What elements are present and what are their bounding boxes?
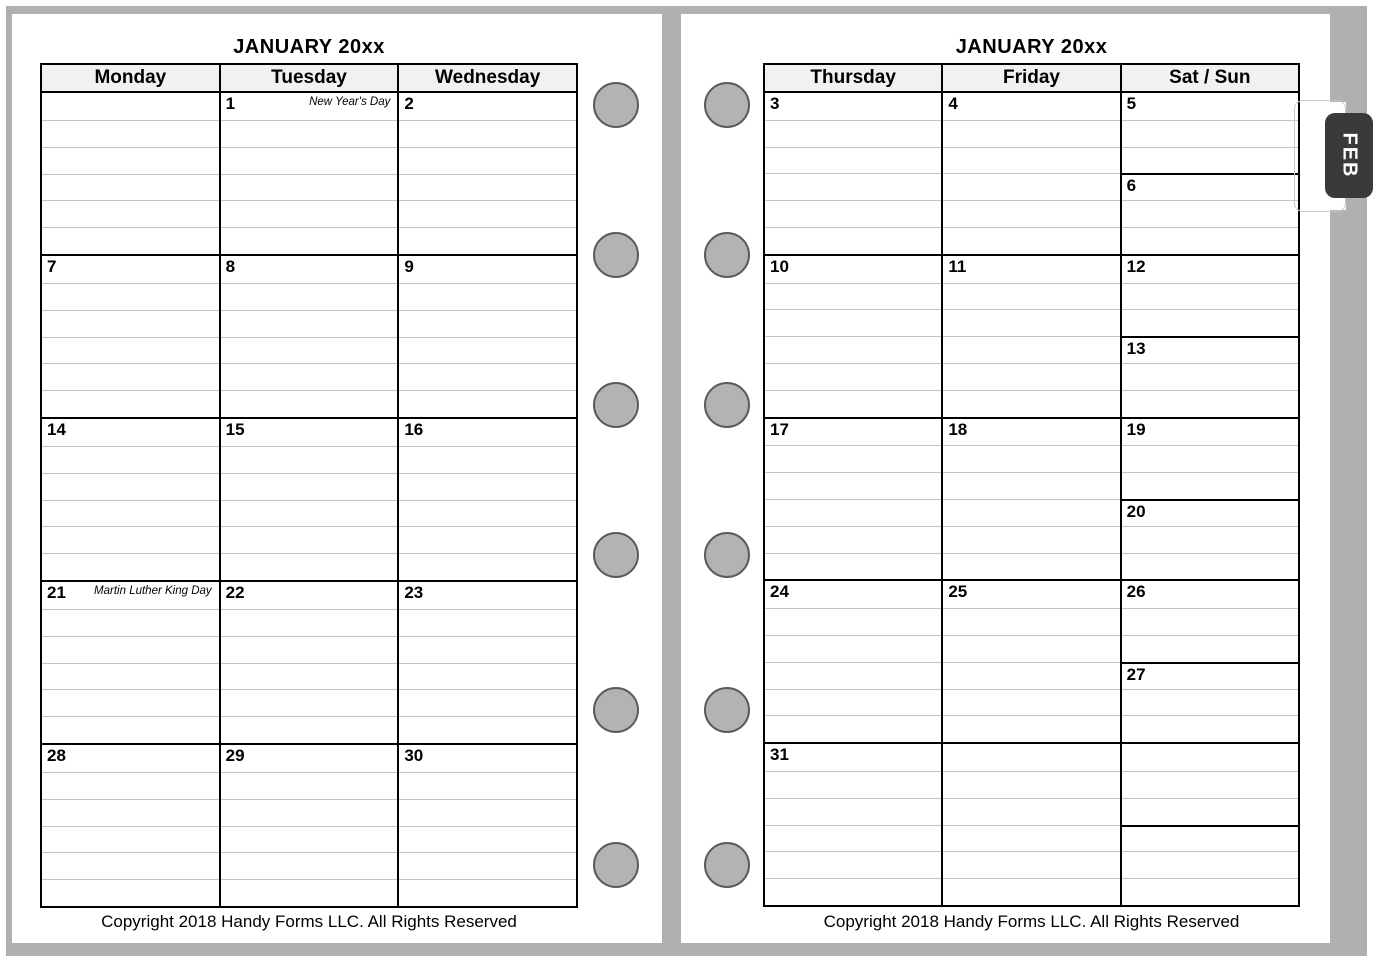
- day-cell: [765, 744, 943, 905]
- day-cell: [765, 93, 943, 254]
- ruled-line: [42, 772, 219, 773]
- date-number: 18: [948, 419, 968, 439]
- day-cell: [221, 419, 400, 580]
- ruled-line: [42, 826, 219, 827]
- ruled-line: [943, 662, 1119, 663]
- ruled-line: [1122, 608, 1298, 609]
- date-number: 30: [404, 746, 424, 765]
- date-number: 17: [770, 419, 789, 439]
- date-number: 22: [225, 583, 245, 602]
- ruled-line: [1122, 689, 1298, 690]
- week-row: [765, 256, 1298, 419]
- ruled-line: [1122, 771, 1298, 772]
- ruled-line: [765, 771, 941, 772]
- ruled-line: [399, 390, 576, 391]
- day-cell: [943, 744, 1121, 905]
- ruled-line: [1122, 445, 1298, 446]
- ruled-line: [765, 390, 941, 391]
- day-cell: [943, 581, 1121, 742]
- date-number: 31: [770, 745, 789, 765]
- date-number: 25: [948, 582, 968, 602]
- ruled-line: [42, 879, 219, 880]
- ruled-line: [943, 499, 1119, 500]
- ruled-line: [42, 363, 219, 364]
- ruled-line: [42, 446, 219, 447]
- ruled-line: [1122, 283, 1298, 284]
- ruled-line: [765, 173, 941, 174]
- week-row: [42, 93, 576, 256]
- ruled-line: [399, 636, 576, 637]
- holiday-label: Martin Luther King Day: [94, 585, 212, 597]
- date-number-second: 6: [1126, 176, 1137, 196]
- ruled-line: [943, 715, 1119, 716]
- ruled-line: [221, 147, 398, 148]
- ruled-line: [399, 337, 576, 338]
- ruled-line: [399, 120, 576, 121]
- ruled-line: [42, 120, 219, 121]
- ruled-line: [765, 715, 941, 716]
- ruled-line: [221, 663, 398, 664]
- ruled-line: [943, 120, 1119, 121]
- ruled-line: [765, 227, 941, 228]
- ruled-line: [765, 635, 941, 636]
- binder-hole: [704, 687, 750, 733]
- ruled-line: [943, 445, 1119, 446]
- ruled-line: [42, 283, 219, 284]
- ruled-line: [1122, 526, 1298, 527]
- ruled-line: [221, 473, 398, 474]
- date-number: 9: [404, 257, 414, 276]
- ruled-line: [1122, 309, 1298, 310]
- weeks-left: [42, 93, 576, 906]
- binder-hole: [704, 232, 750, 278]
- day-cell: [221, 256, 400, 417]
- ruled-line: [221, 174, 398, 175]
- week-row: [42, 582, 576, 745]
- ruled-line: [399, 716, 576, 717]
- ruled-line: [221, 852, 398, 853]
- weekend-split-line: [1122, 825, 1298, 827]
- ruled-line: [221, 200, 398, 201]
- ruled-line: [1122, 147, 1298, 148]
- weekday-header-row-left: [42, 65, 576, 93]
- ruled-line: [42, 310, 219, 311]
- ruled-line: [221, 772, 398, 773]
- date-number: 2: [404, 94, 414, 113]
- page-title-left: JANUARY 20xx: [233, 36, 385, 58]
- ruled-line: [42, 174, 219, 175]
- ruled-line: [42, 227, 219, 228]
- calendar-grid-right: [763, 63, 1300, 907]
- weekday-header: Thursday: [765, 65, 943, 91]
- ruled-line: [42, 636, 219, 637]
- day-cell: [943, 256, 1121, 417]
- ruled-line: [399, 663, 576, 664]
- date-number: 29: [225, 746, 245, 765]
- ruled-line: [765, 798, 941, 799]
- binder-hole: [593, 532, 639, 578]
- ruled-line: [221, 636, 398, 637]
- calendar-grid-left: [40, 63, 578, 908]
- ruled-line: [399, 799, 576, 800]
- ruled-line: [42, 147, 219, 148]
- ruled-line: [399, 553, 576, 554]
- ruled-line: [1122, 120, 1298, 121]
- ruled-line: [765, 200, 941, 201]
- ruled-line: [943, 283, 1119, 284]
- day-cell: [42, 419, 221, 580]
- ruled-line: [943, 825, 1119, 826]
- ruled-line: [42, 716, 219, 717]
- ruled-line: [42, 200, 219, 201]
- week-row: [765, 93, 1298, 256]
- holiday-label: New Year's Day: [309, 96, 391, 108]
- binder-hole: [593, 842, 639, 888]
- ruled-line: [399, 500, 576, 501]
- ruled-line: [221, 363, 398, 364]
- ruled-line: [1122, 553, 1298, 554]
- ruled-line: [42, 799, 219, 800]
- ruled-line: [1122, 851, 1298, 852]
- ruled-line: [399, 473, 576, 474]
- ruled-line: [765, 363, 941, 364]
- ruled-line: [399, 200, 576, 201]
- day-cell: [399, 256, 576, 417]
- ruled-line: [1122, 798, 1298, 799]
- ruled-line: [943, 147, 1119, 148]
- ruled-line: [221, 879, 398, 880]
- ruled-line: [943, 336, 1119, 337]
- ruled-line: [765, 499, 941, 500]
- date-number: 15: [225, 420, 245, 439]
- ruled-line: [221, 120, 398, 121]
- ruled-line: [399, 852, 576, 853]
- weekday-header: Friday: [943, 65, 1121, 91]
- day-cell: [1122, 256, 1298, 417]
- day-cell: [1122, 581, 1298, 742]
- ruled-line: [42, 337, 219, 338]
- ruled-line: [221, 609, 398, 610]
- ruled-line: [943, 472, 1119, 473]
- ruled-line: [943, 689, 1119, 690]
- ruled-line: [943, 526, 1119, 527]
- week-row: [765, 744, 1298, 905]
- ruled-line: [399, 147, 576, 148]
- ruled-line: [943, 309, 1119, 310]
- ruled-line: [1122, 227, 1298, 228]
- date-number: 8: [225, 257, 236, 276]
- ruled-line: [765, 309, 941, 310]
- ruled-line: [943, 173, 1119, 174]
- ruled-line: [399, 526, 576, 527]
- ruled-line: [765, 526, 941, 527]
- ruled-line: [42, 663, 219, 664]
- ruled-line: [42, 390, 219, 391]
- date-number: 14: [47, 420, 66, 439]
- ruled-line: [399, 446, 576, 447]
- date-number-second: 20: [1126, 501, 1146, 521]
- ruled-line: [943, 553, 1119, 554]
- ruled-line: [399, 283, 576, 284]
- day-cell: [1122, 93, 1298, 254]
- ruled-line: [943, 608, 1119, 609]
- day-cell: [42, 93, 221, 254]
- date-number: 7: [47, 257, 57, 276]
- day-cell: [221, 93, 400, 254]
- ruled-line: [943, 390, 1119, 391]
- weeks-right: [765, 93, 1298, 905]
- page-title-right: JANUARY 20xx: [955, 36, 1108, 58]
- ruled-line: [221, 310, 398, 311]
- day-cell: [399, 93, 576, 254]
- weekday-header: Monday: [42, 65, 221, 91]
- date-number: 24: [770, 582, 789, 602]
- ruled-line: [943, 363, 1119, 364]
- weekday-header: Wednesday: [399, 65, 576, 91]
- binder-hole: [704, 382, 750, 428]
- ruled-line: [42, 852, 219, 853]
- week-row: [42, 745, 576, 906]
- day-cell: [1122, 744, 1298, 905]
- ruled-line: [1122, 390, 1298, 391]
- ruled-line: [399, 879, 576, 880]
- feb-tab-label: FEB: [1338, 132, 1361, 179]
- ruled-line: [1122, 635, 1298, 636]
- day-cell: [765, 256, 943, 417]
- ruled-line: [221, 826, 398, 827]
- ruled-line: [765, 608, 941, 609]
- binder-hole: [704, 532, 750, 578]
- ruled-line: [1122, 363, 1298, 364]
- weekend-split-line: [1122, 173, 1298, 175]
- ruled-line: [42, 609, 219, 610]
- date-number: 23: [404, 583, 424, 602]
- week-row: [42, 419, 576, 582]
- ruled-line: [1122, 200, 1298, 201]
- day-cell: [765, 581, 943, 742]
- ruled-line: [1122, 878, 1298, 879]
- date-number: 12: [1126, 256, 1146, 276]
- weekday-header: Tuesday: [221, 65, 400, 91]
- ruled-line: [399, 174, 576, 175]
- binder-hole: [593, 82, 639, 128]
- week-row: [765, 419, 1298, 582]
- ruled-line: [399, 363, 576, 364]
- day-cell: [1122, 419, 1298, 580]
- day-cell: [42, 582, 221, 743]
- left-page: [12, 14, 662, 943]
- week-row: [42, 256, 576, 419]
- ruled-line: [42, 500, 219, 501]
- ruled-line: [399, 310, 576, 311]
- day-cell: [42, 745, 221, 906]
- ruled-line: [221, 716, 398, 717]
- weekend-split-line: [1122, 662, 1298, 664]
- date-number: 11: [948, 256, 967, 276]
- ruled-line: [943, 851, 1119, 852]
- binder-hole: [593, 382, 639, 428]
- feb-month-tab[interactable]: [1325, 113, 1373, 198]
- date-number: 10: [770, 256, 789, 276]
- ruled-line: [943, 878, 1119, 879]
- ruled-line: [765, 120, 941, 121]
- date-number-second: 27: [1126, 664, 1146, 684]
- date-number: 3: [770, 94, 780, 113]
- weekday-header-row-right: [765, 65, 1298, 93]
- date-number: 16: [404, 420, 424, 439]
- ruled-line: [42, 553, 219, 554]
- ruled-line: [765, 825, 941, 826]
- ruled-line: [399, 609, 576, 610]
- binder-hole: [704, 842, 750, 888]
- week-row: [765, 581, 1298, 744]
- ruled-line: [42, 526, 219, 527]
- ruled-line: [221, 227, 398, 228]
- date-number: 19: [1126, 419, 1146, 439]
- ruled-line: [943, 771, 1119, 772]
- ruled-line: [765, 553, 941, 554]
- binder-hole: [593, 687, 639, 733]
- day-cell: [399, 745, 576, 906]
- date-number: 4: [948, 94, 958, 113]
- weekday-header: Sat / Sun: [1122, 65, 1298, 91]
- binder-hole: [593, 232, 639, 278]
- ruled-line: [943, 635, 1119, 636]
- ruled-line: [765, 472, 941, 473]
- ruled-line: [943, 227, 1119, 228]
- ruled-line: [399, 826, 576, 827]
- ruled-line: [765, 851, 941, 852]
- date-number: 1: [225, 94, 236, 113]
- date-number-second: 13: [1126, 339, 1146, 359]
- binder-hole: [704, 82, 750, 128]
- ruled-line: [399, 689, 576, 690]
- ruled-line: [221, 526, 398, 527]
- date-number: 26: [1126, 582, 1146, 602]
- ruled-line: [221, 689, 398, 690]
- ruled-line: [943, 798, 1119, 799]
- day-cell: [943, 419, 1121, 580]
- ruled-line: [765, 878, 941, 879]
- ruled-line: [221, 337, 398, 338]
- day-cell: [42, 256, 221, 417]
- ruled-line: [765, 662, 941, 663]
- ruled-line: [221, 446, 398, 447]
- weekend-split-line: [1122, 499, 1298, 501]
- ruled-line: [221, 500, 398, 501]
- right-page: [681, 14, 1330, 943]
- weekend-split-line: [1122, 336, 1298, 338]
- ruled-line: [399, 227, 576, 228]
- ruled-line: [399, 772, 576, 773]
- ruled-line: [42, 473, 219, 474]
- day-cell: [399, 419, 576, 580]
- ruled-line: [221, 553, 398, 554]
- day-cell: [221, 745, 400, 906]
- date-number: 21: [47, 583, 66, 602]
- ruled-line: [42, 689, 219, 690]
- ruled-line: [765, 336, 941, 337]
- ruled-line: [221, 283, 398, 284]
- copyright-right: Copyright 2018 Handy Forms LLC. All Rights Reserved: [823, 912, 1240, 931]
- ruled-line: [765, 445, 941, 446]
- ruled-line: [765, 283, 941, 284]
- date-number: 5: [1126, 94, 1137, 113]
- date-number: 28: [47, 746, 66, 765]
- ruled-line: [1122, 715, 1298, 716]
- ruled-line: [765, 147, 941, 148]
- ruled-line: [221, 390, 398, 391]
- copyright-left: Copyright 2018 Handy Forms LLC. All Rights Reserved: [101, 912, 517, 931]
- ruled-line: [765, 689, 941, 690]
- day-cell: [399, 582, 576, 743]
- day-cell: [943, 93, 1121, 254]
- ruled-line: [1122, 472, 1298, 473]
- day-cell: [221, 582, 400, 743]
- ruled-line: [221, 799, 398, 800]
- ruled-line: [943, 200, 1119, 201]
- day-cell: [765, 419, 943, 580]
